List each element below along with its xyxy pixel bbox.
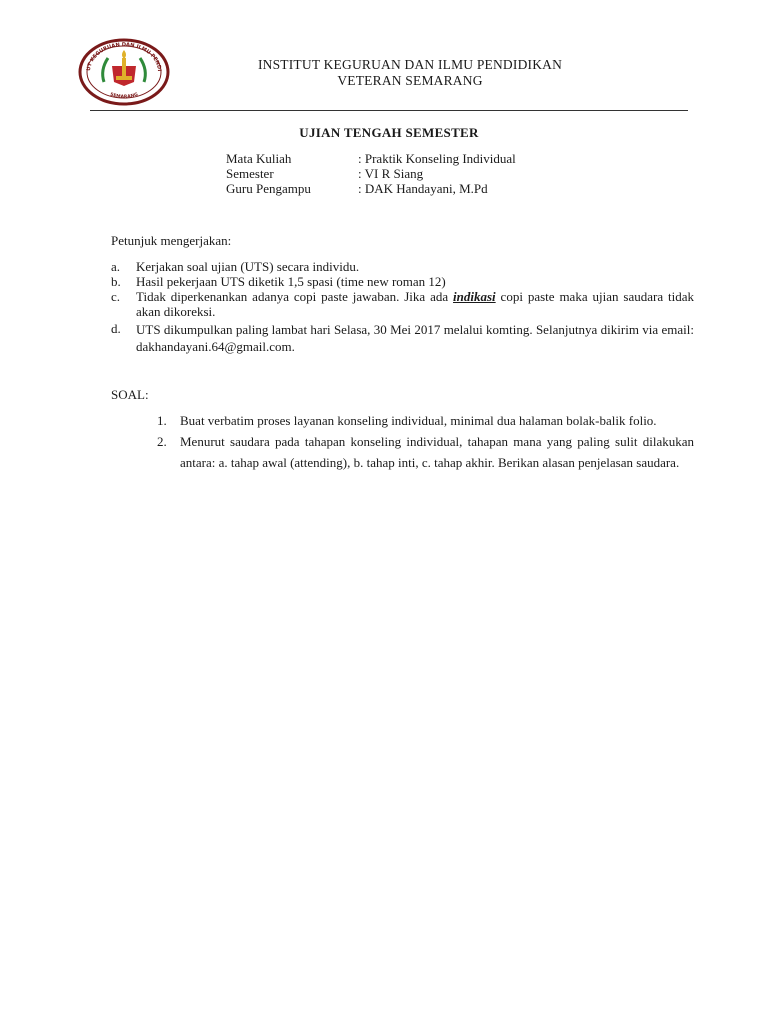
info-key: Mata Kuliah: [226, 151, 292, 166]
logo-ring-text-bottom: SEMARANG: [109, 92, 139, 100]
logo-ring-text-top: UT KEGURUAN DAN ILMU PENDI: [85, 41, 163, 72]
instructions-list: [111, 259, 694, 355]
questions-list: [157, 410, 694, 473]
list-item: [111, 259, 694, 274]
info-key: Guru Pengampu: [226, 181, 311, 196]
institution-logo: [78, 38, 170, 106]
info-value: : VI R Siang: [358, 166, 424, 181]
list-item: [111, 289, 694, 319]
question-item: [157, 410, 694, 431]
list-item-text: UTS dikumpulkan paling lambat hari Selasa, 30 Mei 2017 melalui komting. Selanjutnya dikirim via email: dakhandayani.64@gmail.com.: [136, 322, 694, 354]
exam-title: UJIAN TENGAH SEMESTER: [299, 125, 479, 140]
question-text: Menurut saudara pada tahapan konseling individual, tahapan mana yang paling sulit dilakukan antara: a. tahap awal (attending), b. tahap inti, c. tahap akhir. Berikan alasan penjelasan saudara.: [180, 434, 694, 470]
institution-name-line2: VETERAN SEMARANG: [337, 73, 483, 88]
question-number: 1.: [157, 413, 167, 428]
header-divider: [90, 110, 688, 111]
list-item-text: Kerjakan soal ujian (UTS) secara individu.: [136, 259, 360, 274]
question-text: Buat verbatim proses layanan konseling individual, minimal dua halaman bolak-balik folio.: [180, 413, 657, 428]
list-item: [111, 274, 694, 289]
emphasis-word: indikasi: [453, 289, 496, 304]
list-marker: d.: [111, 321, 121, 336]
question-item: [157, 431, 694, 473]
info-row-lecturer: [226, 181, 626, 196]
list-marker: b.: [111, 274, 121, 289]
question-number: 2.: [157, 434, 167, 449]
list-item-text: Hasil pekerjaan UTS diketik 1,5 spasi (time new roman 12): [136, 274, 446, 289]
info-key: Semester: [226, 166, 274, 181]
list-marker: a.: [111, 259, 121, 274]
list-item-text: [136, 289, 694, 319]
list-marker: c.: [111, 289, 121, 304]
info-row-course: [226, 151, 626, 166]
info-value: : Praktik Konseling Individual: [358, 151, 516, 166]
info-value: : DAK Handayani, M.Pd: [358, 181, 488, 196]
list-item-text-after: copi paste maka ujian saudara tidak akan dikoreksi.: [136, 289, 694, 319]
institution-name-line1: INSTITUT KEGURUAN DAN ILMU PENDIDIKAN: [257, 57, 563, 72]
instructions-heading: Petunjuk mengerjakan:: [111, 233, 232, 248]
info-row-semester: [226, 166, 626, 181]
questions-heading: SOAL:: [111, 387, 149, 402]
list-item-text-before: Tidak diperkenankan adanya copi paste jawaban. Jika ada: [136, 289, 454, 304]
course-info: [226, 151, 626, 196]
list-item: [111, 321, 694, 355]
